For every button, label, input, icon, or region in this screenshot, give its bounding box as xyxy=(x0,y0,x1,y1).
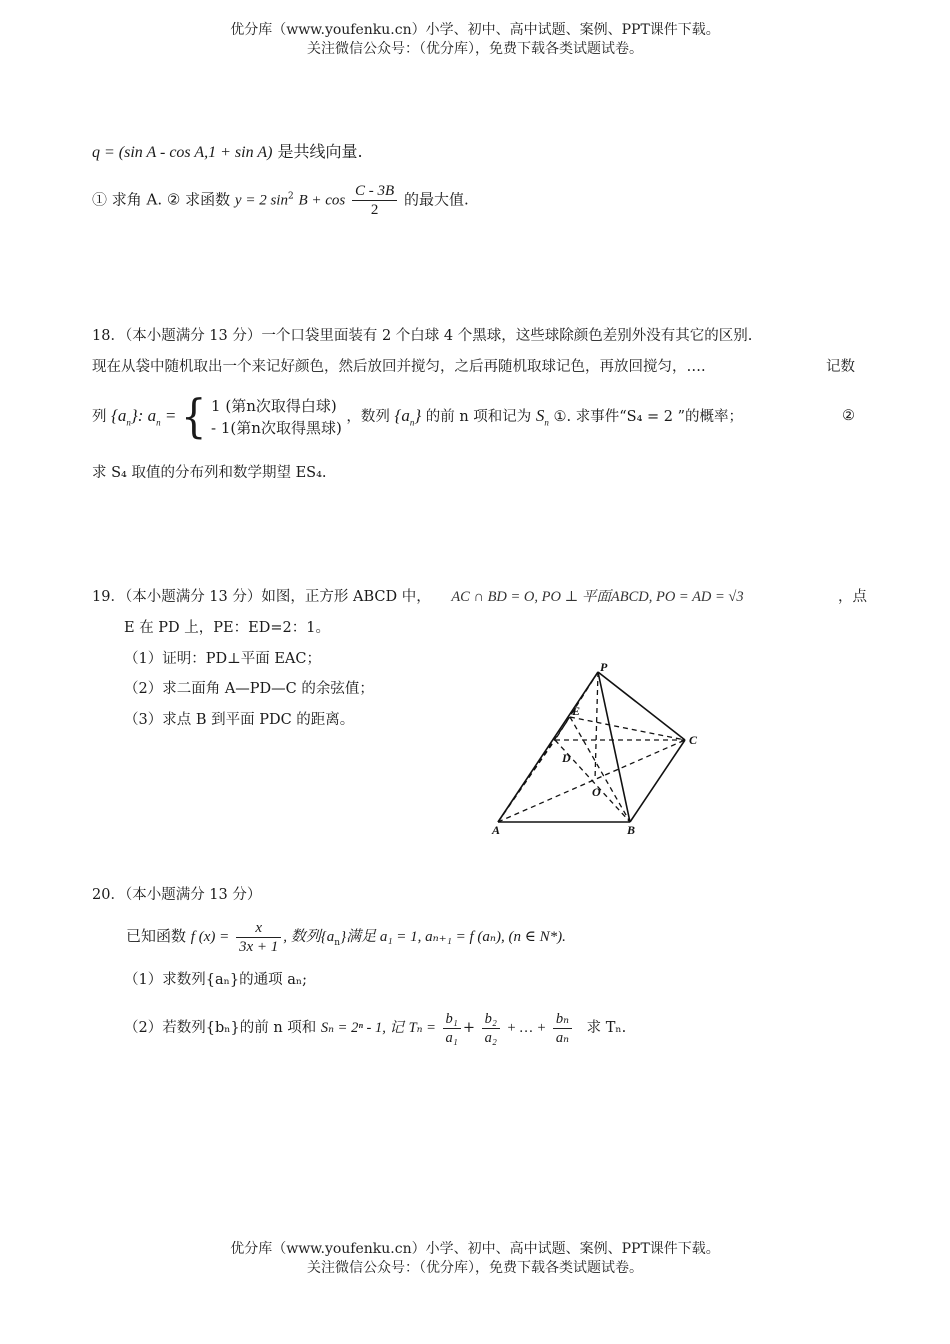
q20-f-num: x xyxy=(236,919,281,938)
q17-frac-den: 2 xyxy=(370,202,379,218)
q18-sequence-def: 列 $\{a_n\}$: $a_n$ = { 1 (第n次取得白球) - 1(第n次取得黑球) ，数列 $\{a_n\}$ 的前 n 项和记为 $S_n$ ①. 求事件“S₄ = 2 ”的概率； xyxy=(92,390,744,444)
q18-case2: - 1(第n次取得黑球) xyxy=(211,419,342,437)
q20-given: 已知函数 f (x) = $\frac{x}{3x + 1}$ , 数列$\{a_n\}$满足 a₁ = 1, aₙ₊₁ = f (aₙ), (n ∈ N*). xyxy=(126,919,566,955)
q20-t1-num: b₁ xyxy=(443,1010,461,1029)
q19-line2: E 在 PD 上，PE：ED=2：1。 xyxy=(124,620,330,636)
q20-fx: f (x) = xyxy=(190,929,230,945)
label-e: E xyxy=(572,704,581,718)
q17-func-lhs: y = 2 sin xyxy=(234,192,288,209)
q19-line1-tail: ，点 xyxy=(838,589,867,605)
q18-cases xyxy=(211,395,342,439)
q17-fraction xyxy=(352,182,397,219)
q17-vector-suffix: 是共线向量. xyxy=(277,142,363,161)
q18-line1: 18．（本小题满分 13 分）一个口袋里面装有 2 个白球 4 个黑球，这些球除颜色差别外没有其它的区别. xyxy=(92,328,753,344)
q17-frac-num: C - 3B xyxy=(352,182,397,201)
q20-sub2-suffix: 求 Tₙ. xyxy=(586,1020,627,1036)
q17-vector-expr: q = (sin A - cos A,1 + sin A) xyxy=(92,144,273,161)
pyramid-figure xyxy=(480,662,720,842)
q19-condition: AC ∩ BD = O, PO ⊥ 平面ABCD, PO = AD = √3 xyxy=(451,589,744,605)
q20-tn-frac xyxy=(553,1010,572,1047)
footer-line-1: 优分库（www.youfenku.cn）小学、初中、高中试题、案例、PPT课件下载。 xyxy=(230,1241,720,1257)
label-o: O xyxy=(592,785,601,799)
q20-sub1: （1）求数列{aₙ}的通项 aₙ; xyxy=(124,972,308,988)
q18-circle2: ② xyxy=(842,408,855,424)
q20-given-mid: , 数列{a xyxy=(283,929,335,945)
label-a: A xyxy=(492,823,501,837)
footer-line-2: 关注微信公众号：（优分库），免费下载各类试题试卷。 xyxy=(307,1260,643,1276)
q17-parts: ① 求角 A. ② 求函数 y = 2 $\sin^2 B + \cos$ $\frac{C - 3B}{2}$ 的最大值. xyxy=(92,183,469,218)
label-c: C xyxy=(689,733,698,747)
label-b: B xyxy=(627,823,636,837)
q18-seq-prefix: 列 xyxy=(92,409,107,425)
q17-part2-suffix: 的最大值. xyxy=(404,190,469,209)
height-po xyxy=(595,672,598,780)
q18-brace: { xyxy=(180,390,207,444)
q20-f-den: 3x + 1 xyxy=(239,938,279,955)
line-eb xyxy=(570,717,630,822)
q18-line4: 求 S₄ 取值的分布列和数学期望 ES₄. xyxy=(92,465,327,481)
q20-tn: Tₙ = xyxy=(408,1020,436,1036)
q20-tn-den: aₙ xyxy=(555,1029,569,1046)
q20-given-prefix: 已知函数 xyxy=(126,927,187,945)
q19-sub1: （1）证明：PD⊥平面 EAC； xyxy=(124,651,322,667)
q18-event: ①. 求事件“S₄ = 2 ”的概率； xyxy=(553,409,744,425)
label-d: D xyxy=(562,751,571,765)
q17-vector-line xyxy=(92,142,363,163)
header-line-1: 优分库（www.youfenku.cn）小学、初中、高中试题、案例、PPT课件下载。 xyxy=(230,22,720,38)
q20-given-rest: }满足 a₁ = 1, aₙ₊₁ = f (aₙ), (n ∈ N*). xyxy=(340,929,566,945)
q20-t1-den: a₁ xyxy=(445,1029,458,1046)
header-line-2: 关注微信公众号：（优分库），免费下载各类试题试卷。 xyxy=(307,41,643,57)
q20-t2-frac xyxy=(482,1010,500,1047)
q19-sub3: （3）求点 B 到平面 PDC 的距离。 xyxy=(124,712,355,728)
q20-sn: Sₙ = 2ⁿ - 1, 记 xyxy=(320,1020,404,1036)
label-p: P xyxy=(600,662,608,674)
q18-case1: 1 (第n次取得白球) xyxy=(211,397,337,415)
q17-part2-prefix: ② 求函数 xyxy=(166,190,231,209)
q18-line2: 现在从袋中随机取出一个来记好颜色，然后放回并搅匀，之后再随机取球记色，再放回搅匀，…. xyxy=(92,359,706,375)
q19-line1-text: 19．（本小题满分 13 分）如图，正方形 ABCD 中， xyxy=(92,589,431,605)
q20-f-frac xyxy=(236,919,281,956)
q18-mid2: 的前 n 项和记为 xyxy=(425,409,532,425)
q18-line2-tail: 记数 xyxy=(826,359,855,375)
q20-t2-den: a₂ xyxy=(484,1029,497,1046)
q20-sub2-prefix: （2）若数列{bₙ}的前 n 项和 xyxy=(124,1020,317,1036)
q20-sub2: （2）若数列{bₙ}的前 n 项和 Sₙ = 2ⁿ - 1, 记 Tₙ = $\frac{\text{b₁}}{\text{a₁}}$ + $\frac{\text{b₂}}{\text{a₂}}$ + … + $\frac{\text{bₙ}}{\text{aₙ}}$ 求 Tₙ. xyxy=(124,1010,627,1046)
q18-mid: ，数列 xyxy=(346,409,390,425)
q19-sub2: （2）求二面角 A—PD—C 的余弦值； xyxy=(124,681,374,697)
edge-pb xyxy=(598,672,630,822)
line-ec xyxy=(570,717,685,740)
q20-t1-frac xyxy=(443,1010,461,1047)
q17-func-b: B + cos xyxy=(298,192,346,209)
q17-part1: ① 求角 A. xyxy=(92,190,163,209)
q20-ellipsis: + … + xyxy=(506,1020,547,1036)
q19-line1 xyxy=(92,587,744,607)
q20-t2-num: b₂ xyxy=(482,1010,500,1029)
q20-tn-num: bₙ xyxy=(553,1010,572,1029)
q20-title: 20．（本小题满分 13 分） xyxy=(92,887,262,903)
